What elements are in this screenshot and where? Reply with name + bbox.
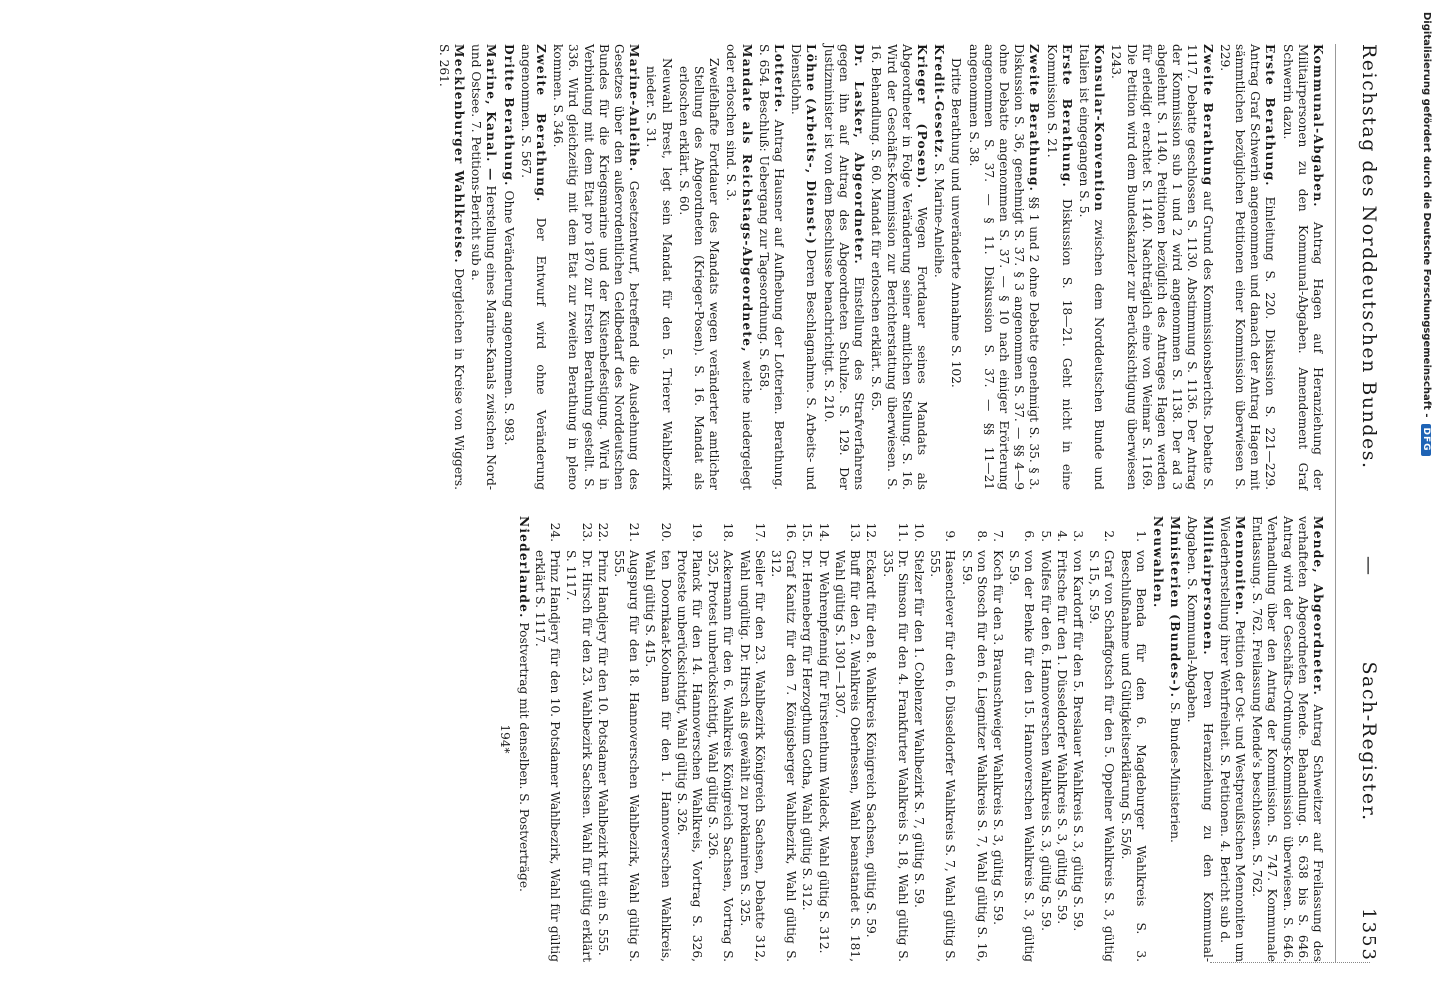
item-number: 22. bbox=[595, 522, 610, 542]
entry-text: Diskussion S. 18—21. Geht nicht in eine Kommission S. 21. bbox=[1044, 44, 1074, 491]
item-text: Prinz Handjery für den 10. Potsdamer Wahlbezirk tritt ein S. 555. bbox=[595, 550, 610, 956]
item-text: Koch für den 3. Braunschweiger Wahlkreis S. 3, gültig S. 59. bbox=[990, 550, 1005, 926]
item-number: 24. bbox=[548, 522, 563, 542]
neuwahl-item bbox=[927, 516, 957, 962]
right-column bbox=[434, 516, 1325, 962]
neuwahl-item bbox=[958, 516, 988, 962]
item-number: 3. bbox=[1070, 530, 1085, 542]
item-text: Buff für den 2. Wahlkreis Oberhessen, Wahl beanstandet S. 181, Wahl gültig S. 1301—1307. bbox=[832, 550, 863, 962]
entry-keyword: Löhne (Arbeits-, Dienst-) bbox=[804, 44, 819, 245]
neuwahl-item bbox=[1117, 516, 1147, 962]
index-entry bbox=[948, 52, 963, 490]
entry-text: S. Bundes-Ministerien. bbox=[1168, 702, 1183, 843]
neuwahl-item bbox=[768, 516, 798, 962]
item-text: von der Benke für den 15. Hannoverschen Wahlkreis S. 3, gültig S. 59. bbox=[1007, 550, 1037, 962]
entry-text: Der Entwurf wird ohne Veränderung angenommen. S. 567. bbox=[518, 44, 549, 491]
entry-text: auf Grund des Kommissionsberichts. Debatte S. 1117. Debatte geschlossen S. 1130. Abstimmung S. 1136. Der Antrag der Kommission sub 1 und 2 wird angenommen S. 1138. Der ad 3 abgelehnt S. 1140. Petitionen bezüglich des Antrages Hagen werden für erledigt erachtet S. 1140. Nachträglich eine von Weimar S. 1169. Die Petition wird dem Bundeskanzler zur Berücksichtigung überwiesen 1243. bbox=[1109, 44, 1215, 490]
neuwahl-item bbox=[611, 516, 641, 962]
entry-text: Petition der Ost- und Westpreußischen Mennoniten um Wiederherstellung ihrer Wehrfreiheit. S. Petitionen. 4. Bericht sub d. bbox=[1217, 516, 1247, 963]
entry-keyword: Niederlande. bbox=[516, 516, 531, 619]
entry-keyword: Kommunal-Abgaben. bbox=[1311, 44, 1325, 208]
index-entry bbox=[676, 52, 722, 490]
signature-mark: 194* bbox=[497, 724, 512, 754]
header-section: Sach-Register. bbox=[1358, 661, 1380, 822]
neuwahl-item bbox=[595, 516, 610, 962]
entry-keyword: Mandate als Reichstags-Abgeordnete, bbox=[739, 44, 754, 353]
item-number: 21. bbox=[627, 522, 642, 542]
item-number: 18. bbox=[721, 522, 736, 542]
left-column bbox=[434, 44, 1325, 490]
item-text: Dr. Hirsch für den 23. Wahlbezirk Sachsen. Wahl für gültig erklärt S. 1117. bbox=[564, 550, 594, 962]
item-number: 15. bbox=[800, 522, 815, 542]
item-number: 20. bbox=[658, 522, 673, 542]
digitization-note-text: Digitalisierung gefördert durch die Deutsche Forschungsgemeinschaft - bbox=[1421, 12, 1432, 418]
entry-text: Dritte Berathung und unveränderte Annahme S. 102. bbox=[949, 58, 964, 388]
neuwahl-item bbox=[736, 516, 766, 962]
neuwahl-item bbox=[879, 516, 909, 962]
entry-text: Postvertrag mit denselben. S. Postverträge. bbox=[516, 622, 531, 892]
index-entry bbox=[1217, 516, 1247, 962]
entry-text: Gesetzentwurf, betreffend die Ausdehnung des Gesetzes über den außerordentlichen Geldbedarf des Norddeutschen Bundes für die Kriegsmarine und der Küstenbefestigung. Wird in Verbindung mit dem Etat pro 1870 zur Ersten Berathung gestellt. S. 336. Wird gleichzeitig mit dem Etat zur zweiten Berathung in pleno kommen. S. 346. bbox=[551, 44, 642, 490]
index-entry bbox=[516, 516, 531, 962]
right-tail bbox=[516, 516, 531, 962]
item-text: Graf Kanitz für den 7. Königsberger Wahlbezirk, Wahl gültig S. 312. bbox=[769, 550, 799, 962]
entry-keyword: Erste Berathung. bbox=[1263, 44, 1278, 187]
neuwahl-item bbox=[1006, 516, 1036, 962]
item-text: von Stosch für den 6. Liegnitzer Wahlkreis S. 7, Wahl gültig S. 16, S. 59. bbox=[959, 550, 989, 962]
entry-keyword: Mecklenburger Wahlkreise. bbox=[452, 44, 467, 264]
index-entry bbox=[1150, 516, 1165, 962]
item-number: 14. bbox=[816, 522, 831, 542]
index-entry bbox=[1043, 44, 1073, 490]
neuwahl-item bbox=[1054, 516, 1069, 962]
neuwahl-item bbox=[642, 516, 672, 962]
entry-keyword: Ministerien (Bundes-). bbox=[1168, 516, 1183, 699]
index-entry bbox=[643, 52, 673, 490]
item-text: Dr. Simson für den 4. Frankfurter Wahlkreis S. 18, Wahl gültig S. 335. bbox=[880, 550, 910, 962]
index-entry bbox=[500, 44, 515, 490]
item-number: 2. bbox=[1102, 530, 1117, 542]
entry-text: Dergleichen in Kreise von Wiggers. S. 261. bbox=[436, 44, 467, 490]
neuwahl-item bbox=[990, 516, 1005, 962]
item-text: Wolfes für den 6. Hannoverschen Wahlkreis S. 3, gültig S. 59. bbox=[1038, 550, 1053, 931]
item-number: 23. bbox=[579, 522, 594, 542]
neuwahl-item bbox=[799, 516, 814, 962]
entry-keyword: Zweite Berathung bbox=[1200, 44, 1215, 187]
entry-text: §§ 1 und 2 ohne Debatte genehmigt S. 35. § 3. Diskussion S. 36, genehmigt S. 37. § 3 angenommen S. 37. — §§ 4—9 ohne Debatte angenommen S. 37. — § 10 nach einiger Erörterung angenommen S. 37. — § 11. Diskussion S. 37. — §§ 11—21 angenommen S. 38. bbox=[966, 44, 1042, 491]
index-entry bbox=[468, 44, 498, 490]
entry-keyword: Zweite Berathung. bbox=[1027, 44, 1042, 193]
neuwahl-item bbox=[705, 516, 735, 962]
entry-keyword: Erste Berathung. bbox=[1059, 44, 1074, 188]
neuwahl-item bbox=[674, 516, 704, 962]
index-entry bbox=[550, 44, 641, 490]
entry-keyword: Militairpersonen. bbox=[1200, 516, 1215, 656]
item-number: 9. bbox=[943, 530, 958, 542]
neuwahl-item bbox=[563, 516, 593, 962]
entry-keyword: Marine, Kanal. — bbox=[484, 44, 499, 182]
right-entries bbox=[1150, 516, 1325, 962]
entry-keyword: Dritte Berathung. bbox=[501, 44, 516, 187]
item-text: Dr. Wehrenpfennig für Fürstenthum Waldeck, Wahl gültig S. 312. bbox=[816, 550, 831, 954]
entry-keyword: Lotterie. bbox=[772, 44, 787, 114]
item-number: 4. bbox=[1054, 530, 1069, 542]
entry-text: S. Marine-Anleihe. bbox=[932, 162, 947, 278]
neuwahlen-list bbox=[532, 516, 1148, 962]
item-text: Eckardt für den 8. Wahlkreis Königreich Sachsen, gültig S. 59. bbox=[864, 550, 879, 938]
index-entry bbox=[756, 44, 786, 490]
header-dash: — bbox=[1358, 556, 1380, 576]
index-entry bbox=[821, 44, 867, 490]
entry-keyword: Zweite Berathung. bbox=[534, 44, 549, 203]
page-header bbox=[1335, 44, 1380, 962]
entry-text: Neuwahl Brest, legt sein Mandat für den 5. Trierer Wahlbezirk nieder. S. 31. bbox=[644, 58, 674, 490]
index-entry bbox=[868, 44, 929, 490]
index-entry bbox=[723, 44, 753, 490]
entry-text: Herstellung eines Marine-Kanals zwischen Nord- und Ostsee. 7. Petitions-Bericht sub a. bbox=[469, 44, 499, 491]
item-number: 6. bbox=[1022, 530, 1037, 542]
item-text: Augspurg für den 18. Hannoverschen Wahlbezirk, Wahl gültig S. 555. bbox=[612, 550, 642, 962]
index-entry bbox=[436, 44, 466, 490]
two-column-body bbox=[434, 44, 1325, 962]
digitization-note bbox=[1421, 12, 1432, 456]
entry-keyword: Krieger (Posen). bbox=[914, 44, 929, 190]
entry-text: Deren Beschlagnahme. S. Arbeits- und Dienstlohn. bbox=[789, 44, 819, 490]
item-text: Stelzer für den 1. Coblenzer Wahlbezirk S. 7, gültig S. 59. bbox=[911, 550, 926, 908]
index-entry bbox=[965, 44, 1041, 490]
index-entry bbox=[518, 44, 548, 490]
item-text: Hasenclever für den 6. Düsseldorfer Wahlkreis S. 7, Wahl gültig S. 555. bbox=[928, 550, 958, 962]
entry-keyword: Neuwahlen. bbox=[1150, 516, 1165, 609]
entry-keyword: Dr. Lasker, Abgeordneter. bbox=[852, 44, 867, 265]
scan-edge-mark bbox=[1210, 962, 1370, 963]
item-text: Planck für den 14. Hannoverschen Wahlkreis, Vortrag S. 326, Proteste unberücksichtigt, Wahl gültig S. 326. bbox=[674, 550, 705, 962]
item-number: 16. bbox=[784, 522, 799, 542]
item-number: 19. bbox=[690, 522, 705, 542]
entry-keyword: Marine-Anleihe. bbox=[627, 44, 642, 173]
entry-text: Deren Heranziehung zu den Kommunal-Abgaben. S. Kommunal-Abgaben. bbox=[1185, 516, 1215, 962]
item-number: 11. bbox=[895, 522, 910, 542]
index-entry bbox=[931, 44, 946, 490]
neuwahl-item bbox=[863, 516, 878, 962]
entry-text: Wegen Fortdauer seines Mandats als Abgeordneter in Folge Veränderung seiner amtlichen Stellung. S. 16. Wird der Geschäfts-Kommission zur Berichterstattung überwiesen. S. 16. Behandlung. S. 60. Mandat für erloschen erklärt. S. 65. bbox=[869, 44, 929, 491]
index-entry bbox=[1217, 44, 1278, 490]
neuwahl-item bbox=[1070, 516, 1085, 962]
neuwahl-item bbox=[532, 516, 562, 962]
item-text: Graf von Schaffgotsch für den 5. Oppelner Wahlkreis S. 3, gültig S. 15, S. 59. bbox=[1087, 550, 1117, 962]
entry-keyword: Kredit-Gesetz. bbox=[932, 44, 947, 159]
index-entry bbox=[1108, 44, 1214, 490]
index-entry bbox=[788, 44, 818, 490]
entry-text: zwischen dem Norddeutschen Bunde und Italien ist eingegangen S. 5. bbox=[1076, 44, 1107, 490]
item-number: 1. bbox=[1133, 530, 1148, 542]
entry-text: Antrag Hagen auf Heranziehung der Militairpersonen zu den Kommunal-Abgaben. Amendement Graf Schwerin dazu. bbox=[1280, 44, 1325, 490]
item-text: Ackermann für den 6. Wahlkreis Königreich Sachsen, Vortrag S. 325, Protest unberücksichtigt, Wahl gültig S. 326. bbox=[706, 550, 736, 962]
entry-text: Zweifelhafte Fortdauer des Mandats wegen veränderter amtlicher Stellung des Abgeordneten (Krieger-Posen). S. 16. Mandat als erloschen erklärt. S. 60. bbox=[676, 58, 722, 490]
entry-text: Einstellung des Strafverfahrens gegen ihn auf Antrag des Abgeordneten Schulze. S. 129. Der Justizminister ist von dem Beschlusse benachrichtigt. S. 210. bbox=[821, 44, 867, 490]
neuwahl-item bbox=[1037, 516, 1052, 962]
item-text: Prinz Handjery für den 10. Potsdamer Wahlbezirk, Wahl für gültig erklärt S. 1117. bbox=[533, 550, 563, 962]
entry-text: Ohne Veränderung angenommen. S. 983. bbox=[501, 190, 516, 446]
entry-text: welche niedergelegt oder erloschen sind. S. 3. bbox=[724, 44, 754, 490]
index-entry bbox=[1279, 44, 1325, 490]
entry-keyword: Konsular-Konvention bbox=[1092, 44, 1107, 213]
item-text: ten Doornkaat-Koolman für den 1. Hannoverschen Wahlkreis, Wahl gültig S. 415. bbox=[643, 550, 673, 962]
dfg-logo: DFG bbox=[1422, 424, 1432, 456]
item-number: 12. bbox=[864, 522, 879, 542]
item-text: Dr. Henneberg für Herzogthum Gotha, Wahl gültig S. 312. bbox=[800, 550, 815, 911]
entry-keyword: Mende, Abgeordneter. bbox=[1311, 516, 1325, 697]
neuwahl-item bbox=[911, 516, 926, 962]
neuwahl-item bbox=[832, 516, 862, 962]
item-number: 17. bbox=[752, 522, 767, 542]
item-text: Fritsche für den 1. Düsseldorfer Wahlkreis S. 3, gültig S. 59. bbox=[1054, 550, 1069, 925]
item-text: von Kardorff für den 5. Breslauer Wahlkreis S. 3, gültig S. 59. bbox=[1070, 550, 1085, 932]
item-number: 10. bbox=[911, 522, 926, 542]
entry-text: Antrag Hausner auf Aufhebung der Lotterien. Berathung. S. 654. Beschluß: Uebergang zur Tagesordnung. S. 658. bbox=[756, 44, 787, 490]
neuwahl-item bbox=[1086, 516, 1116, 962]
index-entry bbox=[1249, 516, 1325, 962]
index-entry bbox=[1167, 516, 1182, 962]
item-text: von Benda für den 6. Magdeburger Wahlkreis S. 3. Beschlußnahme und Gültigkeitserklärung S. 55/6. bbox=[1118, 550, 1148, 962]
index-entry bbox=[1076, 44, 1106, 490]
item-number: 8. bbox=[974, 530, 989, 542]
entry-text: Antrag Schweitzer auf Freilassung des verhafteten Abgeordneten Mende. Behandlung. S. 638 bis S. 646. Antrag wird der Geschäfts-Ordnungs-Kommission überwiesen. S. 646. Verhandlung über den Antrag der Kommission. S. 747. Kommunale Entlassung. S. 762. Freilassung Mende's beschlossen. S. 762. bbox=[1250, 516, 1325, 962]
item-number: 7. bbox=[990, 530, 1005, 542]
item-text: Seiler für den 23. Wahlbezirk Königreich Sachsen, Debatte 312, Wahl ungültig. Dr. Hirsch als gewählt zu proklamiren S. 325. bbox=[737, 550, 767, 962]
neuwahl-item bbox=[816, 516, 831, 962]
entry-text: Einleitung S. 220. Diskussion S. 221—229. Antrag Graf Schwerin angenommen und danach der Antrag Hagen mit sämmtlichen bezüglichen Petitionen einer Kommission überwiesen S. 229. bbox=[1217, 44, 1278, 490]
page-number: 1353 bbox=[1358, 908, 1379, 962]
item-number: 13. bbox=[848, 522, 863, 542]
header-title: Reichstag des Norddeutschen Bundes. bbox=[1358, 44, 1380, 470]
entry-keyword: Mennoniten. bbox=[1232, 516, 1247, 617]
index-entry bbox=[1184, 516, 1214, 962]
item-number: 5. bbox=[1038, 530, 1053, 542]
